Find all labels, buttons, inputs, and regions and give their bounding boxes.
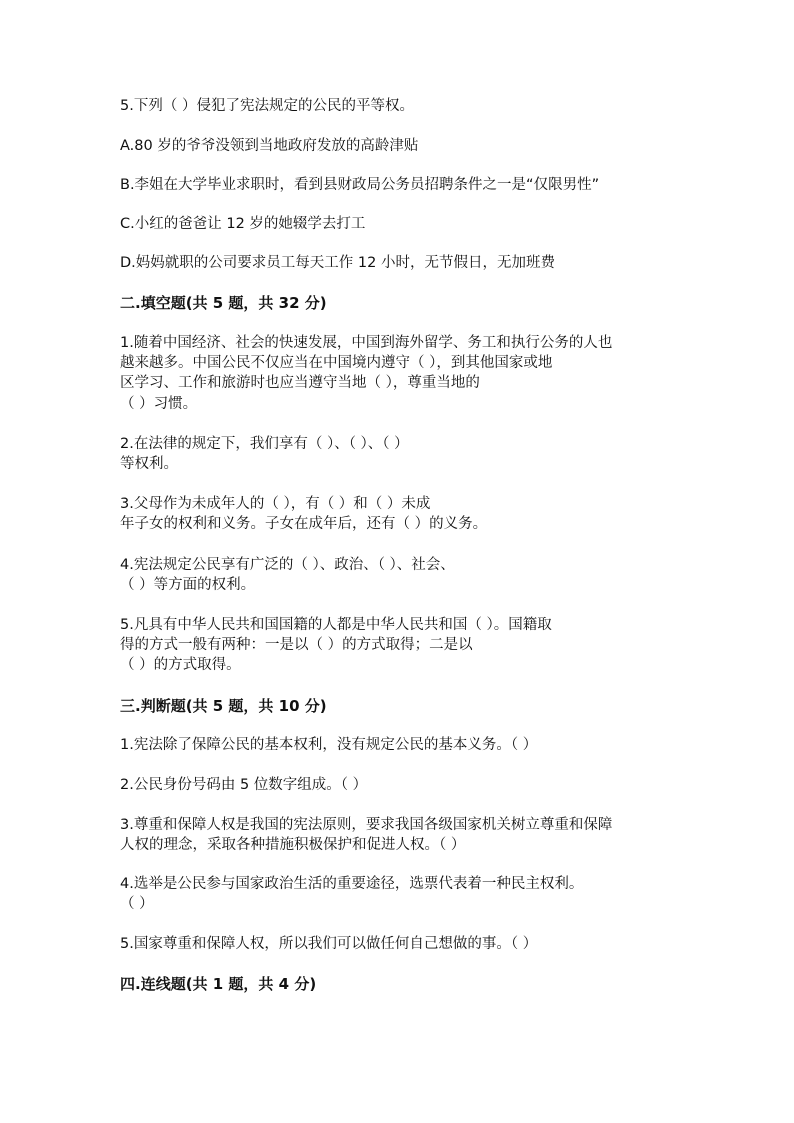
- fill-q1-line2: 越来越多。中国公民不仅应当在中国境内遵守（ ），到其他国家或地: [120, 355, 553, 371]
- fill-q2-line1: 2.在法律的规定下，我们享有（ ）、（ ）、（ ）: [120, 436, 409, 452]
- fill-q1-line3: 区学习、工作和旅游时也应当遵守当地（ ），尊重当地的: [120, 375, 480, 391]
- fill-q5-line3: （ ）的方式取得。: [120, 657, 241, 673]
- judge-q4-line2: （ ）: [120, 896, 154, 912]
- fill-q5-line2: 得的方式一般有两种：一是以（ ）的方式取得；二是以: [120, 637, 473, 653]
- section-4-title: 四.连线题(共 1 题，共 4 分): [120, 975, 317, 993]
- judge-q2: 2.公民身份号码由 5 位数字组成。（ ）: [120, 777, 368, 793]
- fill-q3-line1: 3.父母作为未成年人的（ ），有（ ）和（ ）未成: [120, 496, 431, 512]
- judge-q3-line2: 人权的理念，采取各种措施积极保护和促进人权。（ ）: [120, 837, 466, 853]
- fill-q4-line1: 4.宪法规定公民享有广泛的（ ）、政治、（ ）、社会、: [120, 557, 455, 573]
- judge-q1: 1.宪法除了保障公民的基本权利，没有规定公民的基本义务。（ ）: [120, 737, 538, 753]
- fill-q1-line4: （ ）习惯。: [120, 396, 198, 412]
- option-a: A.80 岁的爷爷没领到当地政府发放的高龄津贴: [120, 138, 419, 154]
- fill-q5-line1: 5.凡具有中华人民共和国国籍的人都是中华人民共和国（ ）。国籍取: [120, 617, 552, 633]
- fill-q2-line2: 等权利。: [120, 456, 178, 472]
- fill-q4-line2: （ ）等方面的权利。: [120, 577, 256, 593]
- fill-q1-line1: 1.随着中国经济、社会的快速发展，中国到海外留学、务工和执行公务的人也: [120, 335, 613, 351]
- option-b: B.李姐在大学毕业求职时，看到县财政局公务员招聘条件之一是“仅限男性”: [120, 177, 600, 193]
- option-c: C.小红的爸爸让 12 岁的她辍学去打工: [120, 216, 366, 232]
- judge-q5: 5.国家尊重和保障人权，所以我们可以做任何自己想做的事。（ ）: [120, 936, 538, 952]
- section-2-title: 二.填空题(共 5 题，共 32 分): [120, 294, 327, 312]
- section-3-title: 三.判断题(共 5 题，共 10 分): [120, 697, 327, 715]
- option-d: D.妈妈就职的公司要求员工每天工作 12 小时，无节假日，无加班费: [120, 255, 555, 271]
- fill-q3-line2: 年子女的权利和义务。子女在成年后，还有（ ）的义务。: [120, 516, 488, 532]
- question-5-stem: 5.下列（ ）侵犯了宪法规定的公民的平等权。: [120, 98, 414, 114]
- judge-q3-line1: 3.尊重和保障人权是我国的宪法原则，要求我国各级国家机关树立尊重和保障: [120, 817, 613, 833]
- judge-q4-line1: 4.选举是公民参与国家政治生活的重要途径，选票代表着一种民主权利。: [120, 876, 584, 892]
